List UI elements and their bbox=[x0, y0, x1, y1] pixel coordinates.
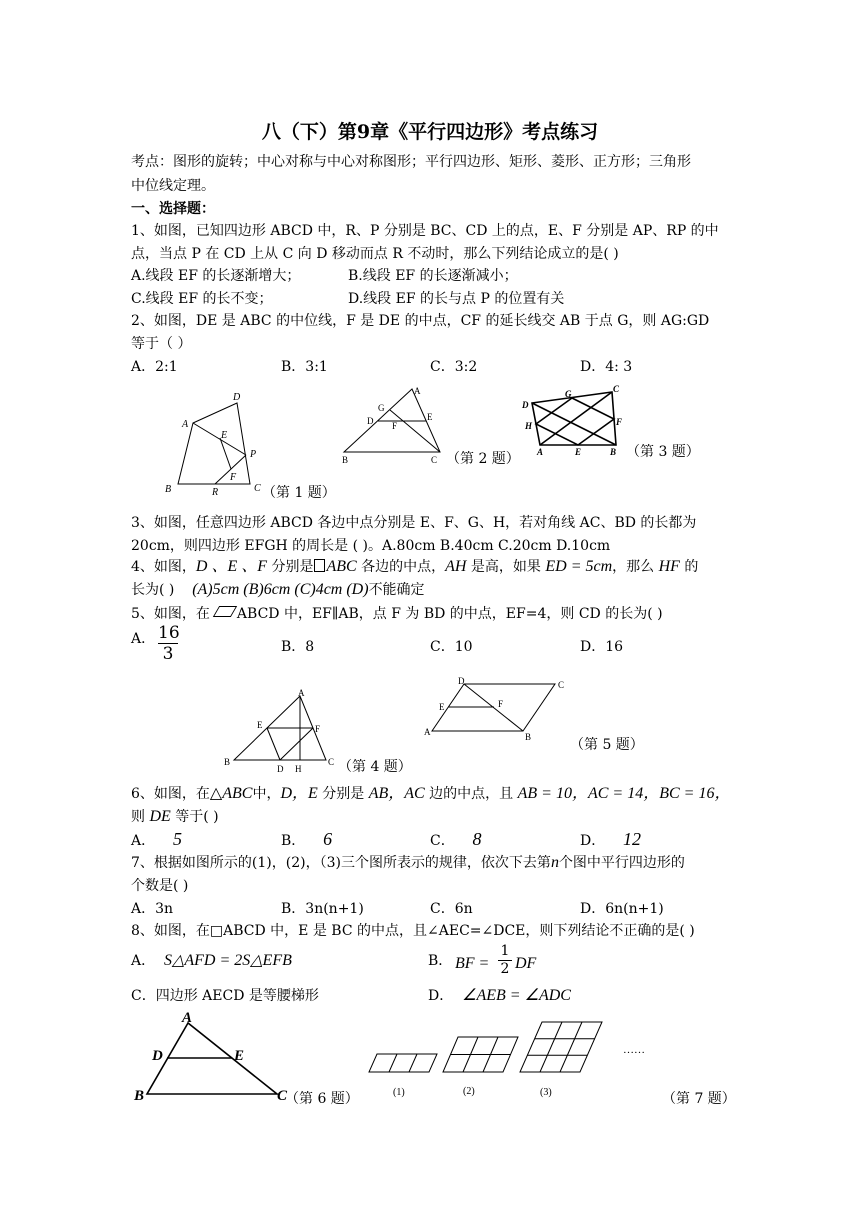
q5-option-a-label: A． bbox=[131, 631, 156, 647]
q6-side-values: AB = 10，AC = 14，BC = 16， bbox=[517, 785, 731, 802]
caption-fig-7: （第 7 题） bbox=[662, 1091, 736, 1107]
q8-line-1: 8、如图，在□ABCD 中，E 是 BC 的中点，且∠AEC=∠DCE，则下列结论不正确的是( ) bbox=[131, 923, 695, 939]
q1-option-b: B.线段 EF 的长逐渐减小； bbox=[348, 268, 518, 284]
q6-line-2: 则 DE 等于( ) bbox=[131, 808, 219, 825]
fig6-label-d: D bbox=[152, 1048, 163, 1064]
fig5-label-d: D bbox=[458, 676, 465, 686]
fig4-label-a: A bbox=[298, 688, 305, 698]
fig3-label-c: C bbox=[613, 384, 620, 394]
fig2-label-e: E bbox=[427, 412, 433, 422]
q2-line-1: 2、如图，DE 是 ABC 的中位线，F 是 DE 的中点，CF 的延长线交 AB 于点 G，则 AG:GD bbox=[131, 313, 710, 329]
q7-option-d: D．6n(n+1) bbox=[580, 901, 664, 917]
q5-option-b: B．8 bbox=[281, 639, 315, 655]
fig5-label-c: C bbox=[558, 680, 565, 690]
q7-line-1: 7、根据如图所示的(1)，(2)，（3)三个图所表示的规律，依次下去第n个图中平行四边形的 bbox=[131, 854, 685, 871]
caption-fig-5: （第 5 题） bbox=[570, 737, 644, 753]
fig7-label-2: (2) bbox=[463, 1086, 475, 1097]
parallelogram-icon bbox=[213, 606, 237, 617]
fig1-label-b: B bbox=[165, 484, 172, 495]
q1-option-c: C.线段 EF 的长不变； bbox=[131, 291, 273, 307]
q5-option-a-fraction: 16 3 bbox=[158, 623, 180, 664]
figure-5 bbox=[420, 672, 580, 744]
q8-option-d: D． ∠AEB = ∠ADC bbox=[428, 987, 571, 1004]
q4-def-vars: D 、E 、F bbox=[195, 558, 268, 575]
fig7-label-3: (3) bbox=[540, 1087, 552, 1098]
caption-fig-6: （第 6 题） bbox=[285, 1091, 359, 1107]
fig2-label-d: D bbox=[367, 416, 374, 426]
q6-triangle-icon: △ bbox=[209, 783, 223, 802]
q1-line-2: 点，当点 P 在 CD 上从 C 向 D 移动而点 R 不动时，那么下列结论成立的是( ) bbox=[131, 246, 619, 262]
fig1-label-c: C bbox=[254, 483, 261, 494]
fig1-label-r: R bbox=[212, 487, 219, 498]
fig2-label-c: C bbox=[431, 455, 438, 465]
q7-option-b: B．3n(n+1) bbox=[281, 901, 364, 917]
q5-option-d: D．16 bbox=[580, 639, 624, 655]
fig6-label-e: E bbox=[234, 1048, 245, 1064]
q4-choices: (A)5cm (B)6cm (C)4cm (D) bbox=[192, 581, 369, 598]
q3-line-1: 3、如图，任意四边形 ABCD 各边中点分别是 E、F、G、H，若对角线 AC、BD 的长都为 bbox=[131, 515, 697, 531]
q5-line-1: 5、如图，在 ABCD 中，EF∥AB，点 F 为 BD 的中点，EF=4，则 CD 的长为( ) bbox=[131, 606, 663, 622]
q3-line-2: 20cm，则四边形 EFGH 的周长是 ( )。A.80cm B.40cm C.20cm D.10cm bbox=[131, 538, 611, 554]
q4-triangle-icon bbox=[314, 559, 325, 572]
q6-option-a: A． 5 bbox=[131, 829, 182, 849]
q2-option-d: D．4: 3 bbox=[580, 359, 633, 375]
figure-4 bbox=[222, 688, 340, 776]
q6-line-1: 6、如图，在△ABC中，D，E 分别是 AB，AC 边的中点，且 AB = 10，AC = 14，BC = 16， bbox=[131, 783, 731, 802]
fig4-label-d: D bbox=[277, 764, 284, 774]
q4-line-2: 长为( ) (A)5cm (B)6cm (C)4cm (D)不能确定 bbox=[131, 581, 425, 598]
fig2-label-b: B bbox=[342, 455, 349, 465]
q2-option-c: C．3:2 bbox=[430, 359, 478, 375]
fig2-label-f: F bbox=[392, 421, 398, 431]
fig7-panel-2 bbox=[443, 1037, 518, 1072]
fig7-panel-3 bbox=[520, 1022, 602, 1072]
fig4-label-h: H bbox=[295, 764, 302, 774]
fig3-label-d: D bbox=[522, 400, 529, 410]
figure-6 bbox=[130, 1008, 292, 1106]
fig6-label-c: C bbox=[277, 1088, 288, 1104]
fig4-label-b: B bbox=[224, 757, 231, 767]
q8-option-b-label: B． bbox=[428, 953, 453, 969]
fig7-ellipsis: …… bbox=[623, 1044, 645, 1056]
fig1-label-d: D bbox=[233, 392, 241, 403]
caption-fig-2: （第 2 题） bbox=[446, 451, 520, 467]
kaodian-line-1: 考点：图形的旋转；中心对称与中心对称图形；平行四边形、矩形、菱形、正方形；三角形 bbox=[131, 154, 691, 170]
q6-option-d: D． 12 bbox=[580, 829, 642, 849]
q2-option-b: B．3:1 bbox=[281, 359, 328, 375]
q8-option-a: A． S△AFD = 2S△EFB bbox=[131, 952, 292, 969]
q2-line-2: 等于（ ） bbox=[131, 336, 192, 352]
fig4-label-e: E bbox=[257, 720, 263, 730]
fig2-label-g: G bbox=[378, 403, 385, 413]
fig1-label-f: F bbox=[230, 472, 237, 483]
q8-option-b-right: DF bbox=[515, 955, 537, 972]
q5-option-c: C．10 bbox=[430, 639, 473, 655]
figure-7 bbox=[360, 1010, 660, 1100]
fig3-label-e: E bbox=[575, 447, 582, 457]
q7-option-a: A．3n bbox=[131, 901, 174, 917]
q8-option-b-fraction: 1 2 bbox=[498, 944, 512, 977]
fig7-panel-1 bbox=[369, 1054, 437, 1072]
caption-fig-4: （第 4 题） bbox=[338, 759, 412, 775]
fig5-label-a: A bbox=[424, 727, 431, 737]
fig3-label-h: H bbox=[525, 421, 533, 431]
page-title: 八（下）第9章《平行四边形》考点练习 bbox=[261, 121, 599, 143]
fig7-label-1: (1) bbox=[393, 1087, 405, 1098]
q6-option-b: B． 6 bbox=[281, 829, 333, 849]
fig2-label-a: A bbox=[414, 386, 421, 396]
q7-line-2: 个数是( ) bbox=[131, 878, 189, 894]
q1-line-1: 1、如图，已知四边形 ABCD 中，R、P 分别是 BC、CD 上的点，E、F 分别是 AP、RP 的中 bbox=[131, 223, 719, 239]
fig5-label-b: B bbox=[525, 732, 532, 742]
q1-option-a: A.线段 EF 的长逐渐增大； bbox=[131, 268, 301, 284]
q7-option-c: C．6n bbox=[430, 901, 473, 917]
fig3-label-a: A bbox=[537, 447, 544, 457]
q2-option-a: A．2:1 bbox=[131, 359, 178, 375]
fig4-label-f: F bbox=[315, 724, 321, 734]
fig5-label-e: E bbox=[439, 702, 445, 712]
q1-option-d: D.线段 EF 的长与点 P 的位置有关 bbox=[348, 291, 565, 307]
figure-3 bbox=[520, 383, 630, 458]
fig3-label-f: F bbox=[616, 417, 623, 427]
caption-fig-3: （第 3 题） bbox=[626, 444, 700, 460]
figure-1 bbox=[160, 388, 270, 500]
fig1-label-p: P bbox=[250, 449, 257, 460]
kaodian-line-2: 中位线定理。 bbox=[131, 178, 215, 194]
q8-option-c: C．四边形 AECD 是等腰梯形 bbox=[131, 988, 319, 1004]
fig6-label-b: B bbox=[134, 1088, 145, 1104]
fig3-label-b: B bbox=[610, 447, 617, 457]
q8-option-b-left: BF = bbox=[455, 955, 490, 972]
figure-2 bbox=[340, 383, 450, 463]
fig6-label-a: A bbox=[182, 1010, 193, 1026]
fig3-label-g: G bbox=[565, 389, 572, 399]
fig4-label-c: C bbox=[328, 757, 335, 767]
fig5-label-f: F bbox=[498, 699, 504, 709]
q6-option-c: C． 8 bbox=[430, 829, 482, 849]
section-heading: 一、选择题： bbox=[131, 201, 215, 217]
q4-line-1: 4、如图，D 、E 、F 分别是 ABC 各边的中点，AH 是高，如果 ED = 5cm，那么 HF 的 bbox=[131, 558, 699, 575]
fig1-label-a: A bbox=[182, 419, 189, 430]
fig1-label-e: E bbox=[221, 430, 228, 441]
caption-fig-1: （第 1 题） bbox=[262, 485, 336, 501]
